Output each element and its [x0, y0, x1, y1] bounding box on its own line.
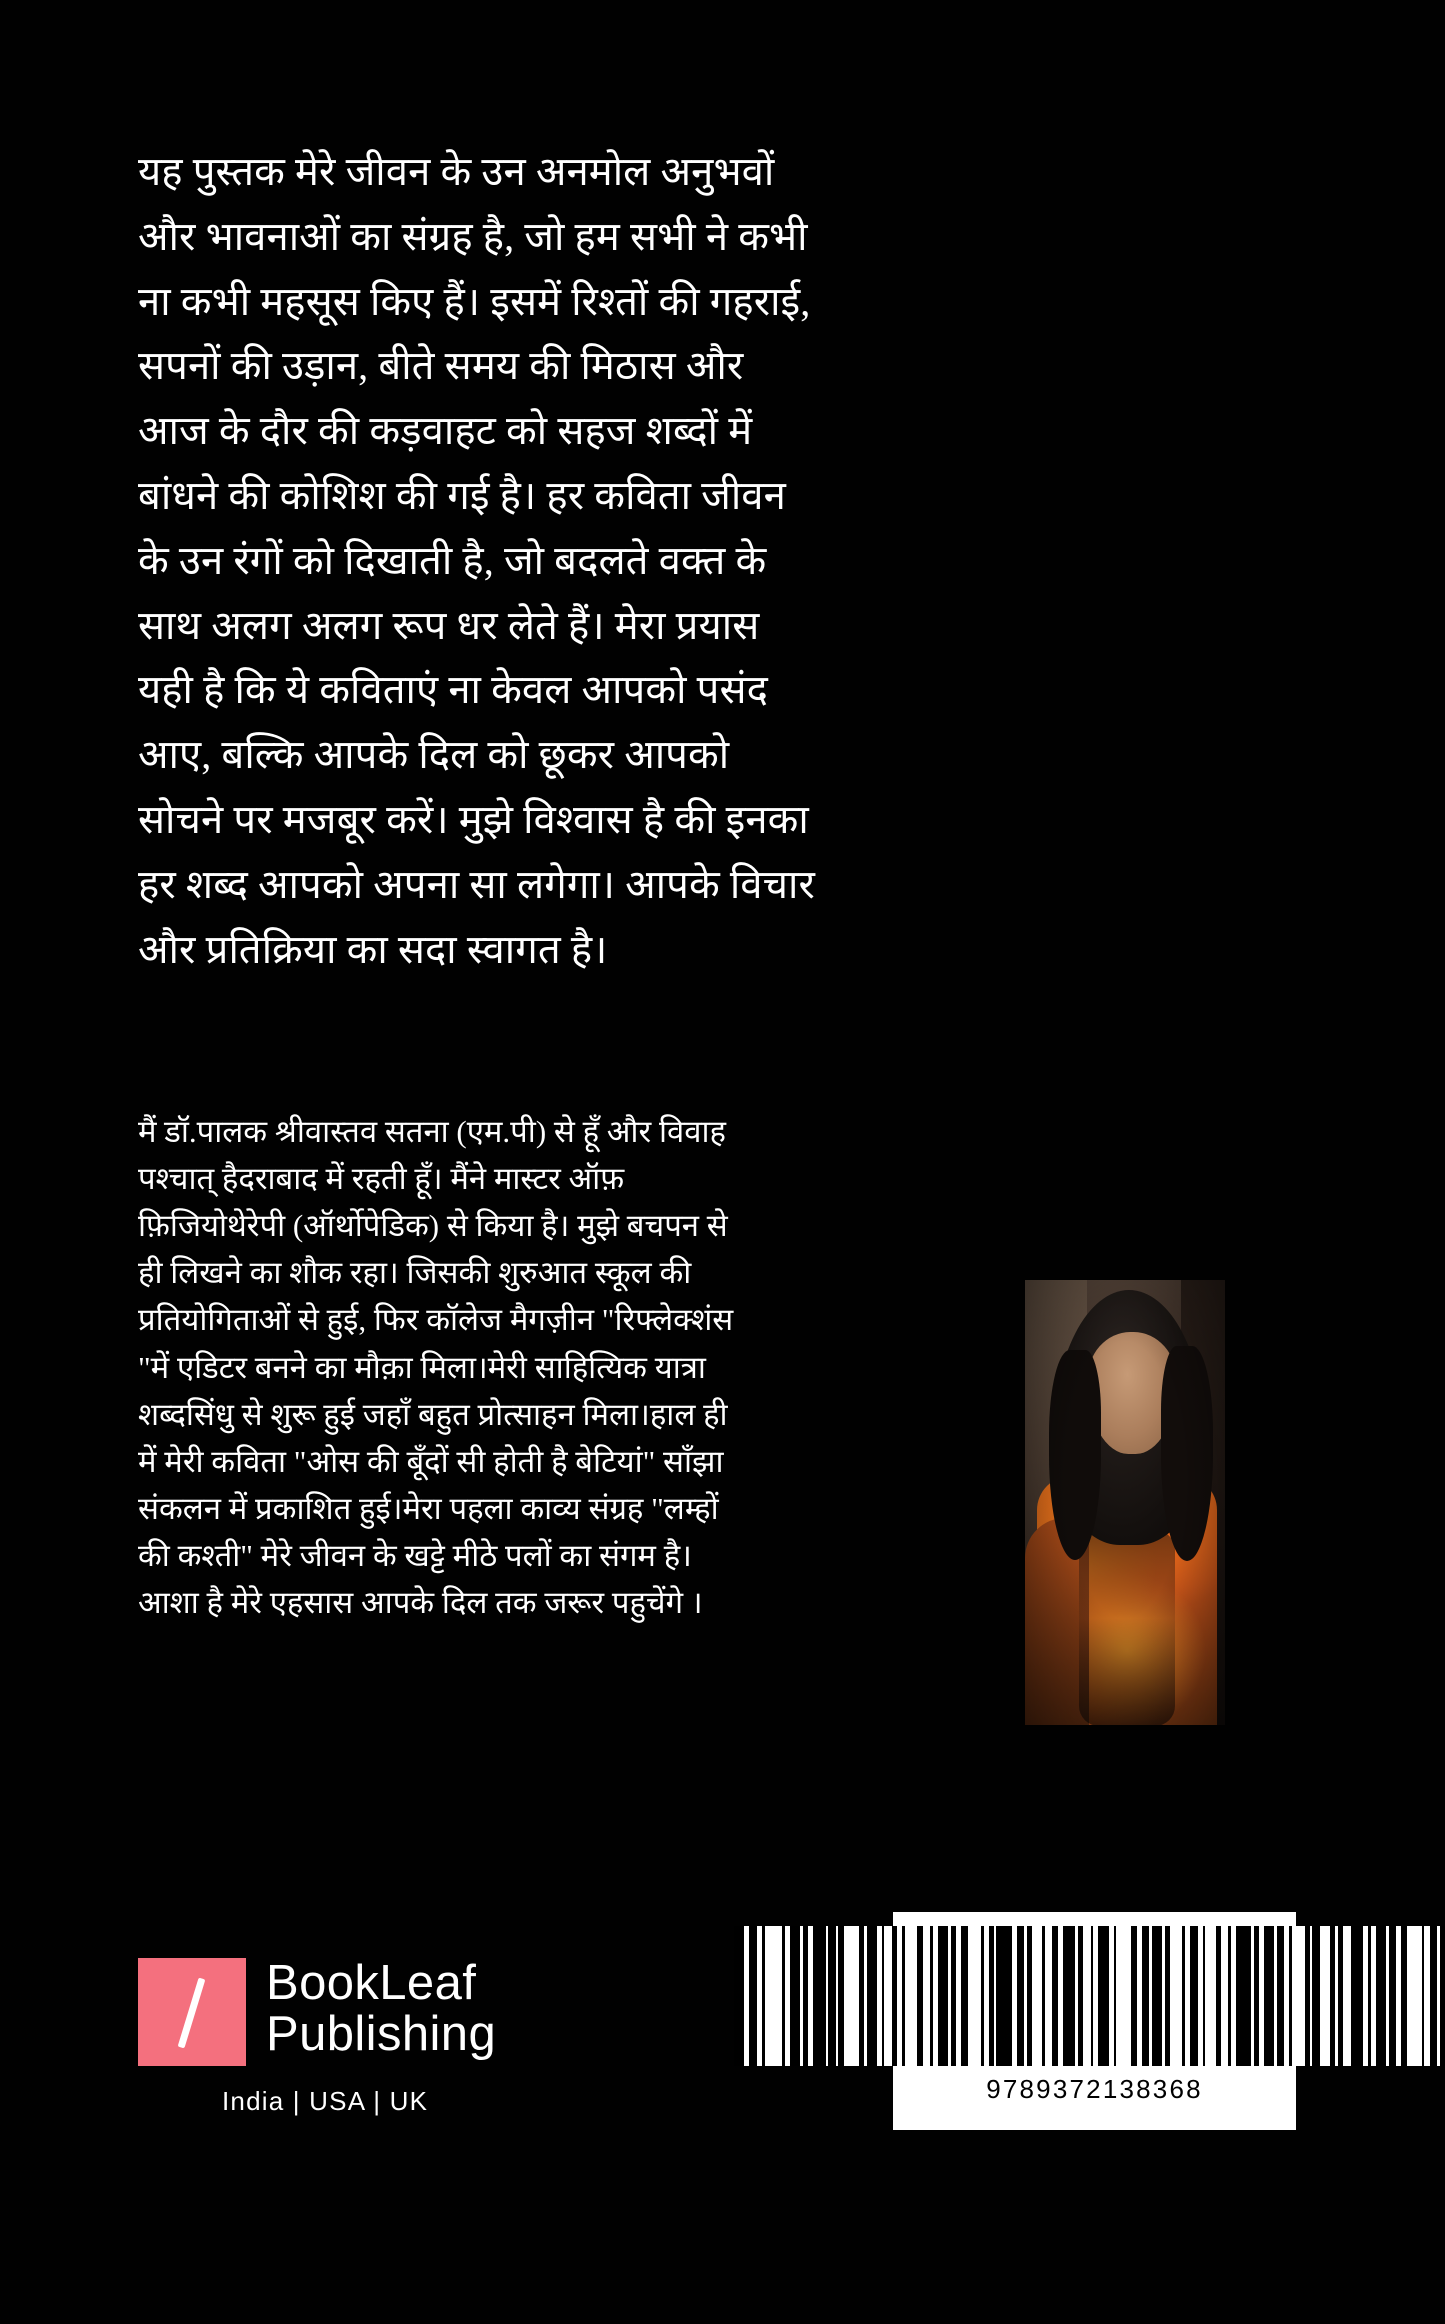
barcode-gap	[905, 1926, 918, 2066]
barcode-bars	[734, 1926, 1445, 2066]
barcode-gap	[1292, 1926, 1305, 2066]
barcode-gap	[844, 1926, 859, 2066]
barcode-bar	[790, 1926, 800, 2066]
barcode-gap	[1205, 1926, 1215, 2066]
barcode-bar	[1351, 1926, 1364, 2066]
barcode-gap	[884, 1926, 892, 2066]
publisher-name-line1: BookLeaf	[266, 1956, 477, 2010]
barcode-bar	[1376, 1926, 1386, 2066]
publisher-logo	[138, 1958, 496, 2066]
author-photo	[1025, 1280, 1225, 1725]
barcode-bar	[1190, 1926, 1198, 2066]
photo-vignette	[1025, 1280, 1225, 1725]
barcode-bar	[1098, 1926, 1108, 2066]
barcode-bar	[938, 1926, 948, 2066]
barcode-bar	[1236, 1926, 1251, 2066]
barcode-bar	[1277, 1926, 1285, 2066]
barcode-bar	[1152, 1926, 1162, 2066]
barcode-gap	[1045, 1926, 1053, 2066]
barcode-bar	[1389, 1926, 1397, 2066]
bookleaf-mark-icon	[138, 1958, 246, 2066]
isbn-barcode	[893, 1912, 1296, 2130]
publisher-name	[266, 1958, 496, 2060]
barcode-bar	[1440, 1926, 1445, 2066]
publisher-regions: India | USA | UK	[222, 2086, 429, 2116]
author-bio-paragraph: मैं डॉ.पालक श्रीवास्तव सतना (एम.पी) से हूँ और विवाह पश्चात् हैदराबाद में रहती हूँ। मैंने मास्टर ऑफ़ फ़िजियोथेरेपी (ऑर्थोपेडिक) से किया है। मुझे बचपन से ही लिखने का शौक रहा। जिसकी शुरुआत स्कूल की प्रतियोगिताओं से हुई, फिर कॉलेज मैगज़ीन "रिफ्लेक्शंस "में एडिटर बनने का मौक़ा मिला।मेरी साहित्यिक यात्रा शब्दसिंधु से शुरू हुई जहाँ बहुत प्रोत्साहन मिला।हाल ही में मेरी कविता "ओस की बूँदों सी होती है बेटियां" साँझा संकलन में प्रकाशित हुई।मेरा पहला काव्य संग्रह "लम्हों की कश्ती" मेरे जीवन के खट्टे मीठे पलों का संगम है। आशा है मेरे एहसास आपके दिल तक जरूर पहुचेंगे ।	[138, 1114, 742, 1621]
barcode-bar	[1312, 1926, 1320, 2066]
barcode-bar	[734, 1926, 744, 2066]
slash-glyph-icon	[178, 1978, 206, 2049]
barcode-gap	[1083, 1926, 1091, 2066]
book-blurb-paragraph: यह पुस्तक मेरे जीवन के उन अनमोल अनुभवों और भावनाओं का संग्रह है, जो हम सभी ने कभी ना कभी महसूस किए हैं। इसमें रिश्तों की गहराई, सपनों की उड़ान, बीते समय की मिठास और आज के दौर की कड़वाहट को सहज शब्दों में बांधने की कोशिश की गई है। हर कविता जीवन के उन रंगों को दिखाती है, जो बदलते वक्त के साथ अलग अलग रूप धर लेते हैं। मेरा प्रयास यही है कि ये कविताएं ना केवल आपको पसंद आए, बल्कि आपके दिल को छूकर आपको सोचने पर मजबूर करें। मुझे विश्वास है की इनका हर शब्द आपको अपना सा लगेगा। आपके विचार और प्रतिक्रिया का सदा स्वागत है।	[138, 149, 826, 972]
barcode-bar	[1264, 1926, 1274, 2066]
barcode-bar	[867, 1926, 877, 2066]
barcode-gap	[968, 1926, 981, 2066]
barcode-bar	[828, 1926, 836, 2066]
publisher-name-line2: Publishing	[266, 2006, 497, 2061]
barcode-gap	[923, 1926, 931, 2066]
barcode-gap	[1320, 1926, 1330, 2066]
barcode-gap	[1170, 1926, 1183, 2066]
barcode-bar	[1430, 1926, 1438, 2066]
barcode-gap	[1221, 1926, 1229, 2066]
barcode-gap	[765, 1926, 783, 2066]
barcode-bar	[1063, 1926, 1076, 2066]
barcode-bar	[813, 1926, 826, 2066]
isbn-number: 9789372138368	[986, 2074, 1203, 2104]
barcode-bar	[1017, 1926, 1025, 2066]
barcode-bar	[1142, 1926, 1150, 2066]
barcode-gap	[1032, 1926, 1042, 2066]
barcode-gap	[1116, 1926, 1131, 2066]
barcode-bar	[996, 1926, 1011, 2066]
barcode-gap	[1407, 1926, 1422, 2066]
barcode-gap	[1343, 1926, 1351, 2066]
barcode-bar	[749, 1926, 757, 2066]
barcode-bar	[961, 1926, 969, 2066]
